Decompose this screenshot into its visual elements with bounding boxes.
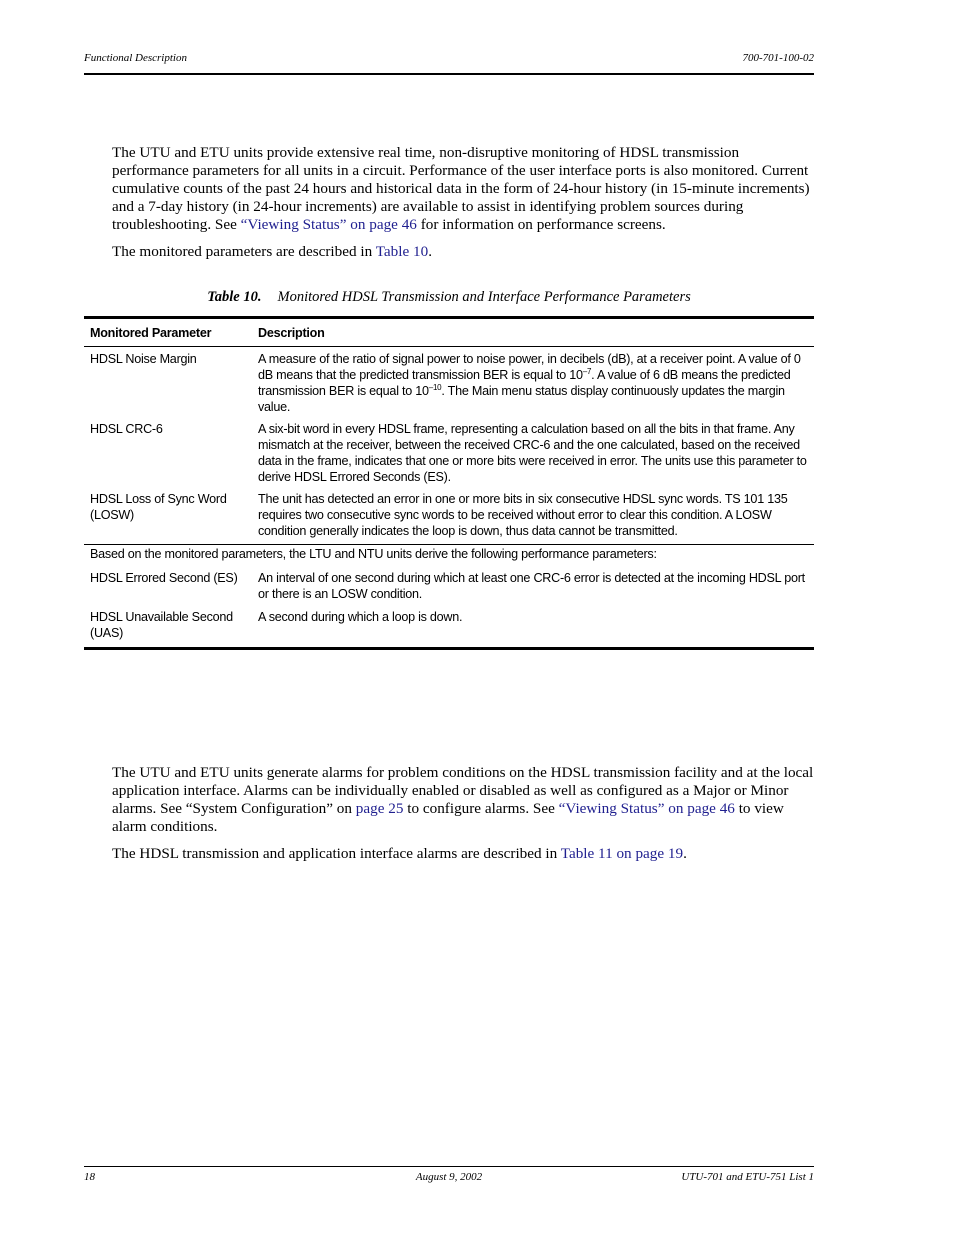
- alarm-table-text-1: The HDSL transmission and application interface alarms are described in: [112, 845, 561, 862]
- monitored-text-1: The monitored parameters are described in: [112, 243, 376, 260]
- performance-parameters-table: [84, 316, 814, 650]
- row-parameter: HDSL Loss of Sync Word (LOSW): [90, 492, 227, 522]
- table-caption: [84, 289, 814, 306]
- table-bottom-rule: [84, 647, 814, 650]
- alarms-section: [112, 764, 814, 863]
- column-header-parameter: Monitored Parameter: [90, 326, 212, 340]
- page-number: 18: [84, 1171, 95, 1183]
- intro-text-2: for information on performance screens.: [416, 216, 666, 233]
- description-text: A measure of the ratio of signal power to noise power, in decibels (dB), at a receiver point. A value of 0 dB means that the predicted transmission BER is equal to 10: [258, 352, 801, 382]
- intro-text-1: The UTU and ETU units provide extensive real time, non-disruptive monitoring of HDSL transmission performance parameters for all units in a circuit. Performance of the user interface ports is also monitored. Current cumulative counts of the past 24 hours and historical data in the form of 24-hour history (in 15-minute increments) and a 7-day history (in 24-hour increments) are available to assist in identifying problem sources during troubleshooting. See: [112, 144, 810, 233]
- table-header-row: [84, 319, 814, 346]
- header-section-title: Functional Description: [84, 52, 187, 64]
- table-row: [84, 415, 814, 485]
- header-doc-number: 700-701-100-02: [742, 52, 814, 64]
- alarms-text-3: to view alarm conditions.: [112, 800, 784, 835]
- table-row: [84, 568, 814, 602]
- row-description: An interval of one second during which at least one CRC-6 error is detected at the incoming HDSL port or there is an LOSW condition.: [258, 571, 805, 601]
- derived-parameters-note: Based on the monitored parameters, the LTU and NTU units derive the following performance parameters:: [90, 547, 657, 561]
- alarm-table-paragraph: [112, 845, 814, 863]
- alarm-table-text-2: .: [683, 845, 687, 862]
- alarms-text-1: The UTU and ETU units generate alarms for problem conditions on the HDSL transmission facility and at the local application interface. Alarms can be individually enabled or disabled as well as configured as a Major or Minor alarms. See “System Configuration” on: [112, 764, 814, 817]
- intro-section: [112, 144, 814, 261]
- alarms-paragraph: [112, 764, 814, 836]
- table-11-link[interactable]: Table 11 on page 19: [560, 845, 684, 862]
- row-description: [258, 351, 814, 415]
- row-parameter: HDSL Unavailable Second (UAS): [90, 610, 233, 640]
- viewing-status-link[interactable]: “Viewing Status” on page 46: [240, 216, 417, 233]
- monitored-text-2: .: [428, 243, 433, 260]
- header-rule: [84, 73, 814, 75]
- table-caption-label: Table 10.: [207, 289, 262, 305]
- footer-rule: [84, 1166, 814, 1167]
- page-footer: [84, 1171, 814, 1187]
- table-10-link[interactable]: Table 10: [375, 243, 429, 260]
- description-text: . A value of 6 dB means the predicted transmission BER is equal to 10: [258, 368, 791, 398]
- description-text: . The Main menu status display continuously updates the margin value.: [258, 384, 785, 414]
- table-caption-text: Monitored HDSL Transmission and Interface Performance Parameters: [277, 289, 691, 305]
- footer-product: UTU-701 and ETU-751 List 1: [681, 1171, 814, 1183]
- alarms-text-2: to configure alarms. See: [403, 800, 559, 817]
- footer-date: August 9, 2002: [415, 1171, 483, 1183]
- table-row: [84, 347, 814, 415]
- row-description: A six-bit word in every HDSL frame, representing a calculation based on all the bits in that frame. Any mismatch at the receiver, between the received CRC-6 and the one calculated, based on the received data in the frame, indicates that one or more bits were received in error. The units use this parameter to derive HDSL Errored Seconds (ES).: [258, 422, 807, 484]
- column-header-description: Description: [258, 326, 325, 340]
- monitored-params-paragraph: [112, 243, 814, 261]
- row-description: The unit has detected an error in one or more bits in six consecutive HDSL sync words. TS 101 135 requires two consecutive sync words to be received without error to clear this condition. A LOSW condition generally indicates the loop is down, thus data cannot be transmitted.: [258, 492, 788, 538]
- table-row: [84, 602, 814, 647]
- row-parameter: HDSL Noise Margin: [90, 352, 197, 366]
- row-description: A second during which a loop is down.: [258, 610, 463, 624]
- intro-paragraph: [112, 144, 814, 234]
- viewing-status-link[interactable]: “Viewing Status” on page 46: [558, 800, 735, 817]
- exponent: –10: [428, 382, 442, 392]
- row-parameter: HDSL CRC-6: [90, 422, 163, 436]
- exponent: –7: [582, 366, 592, 376]
- page-25-link[interactable]: page 25: [355, 800, 404, 817]
- table-row: [84, 485, 814, 544]
- row-parameter: HDSL Errored Second (ES): [90, 571, 238, 585]
- page-header: [84, 52, 814, 70]
